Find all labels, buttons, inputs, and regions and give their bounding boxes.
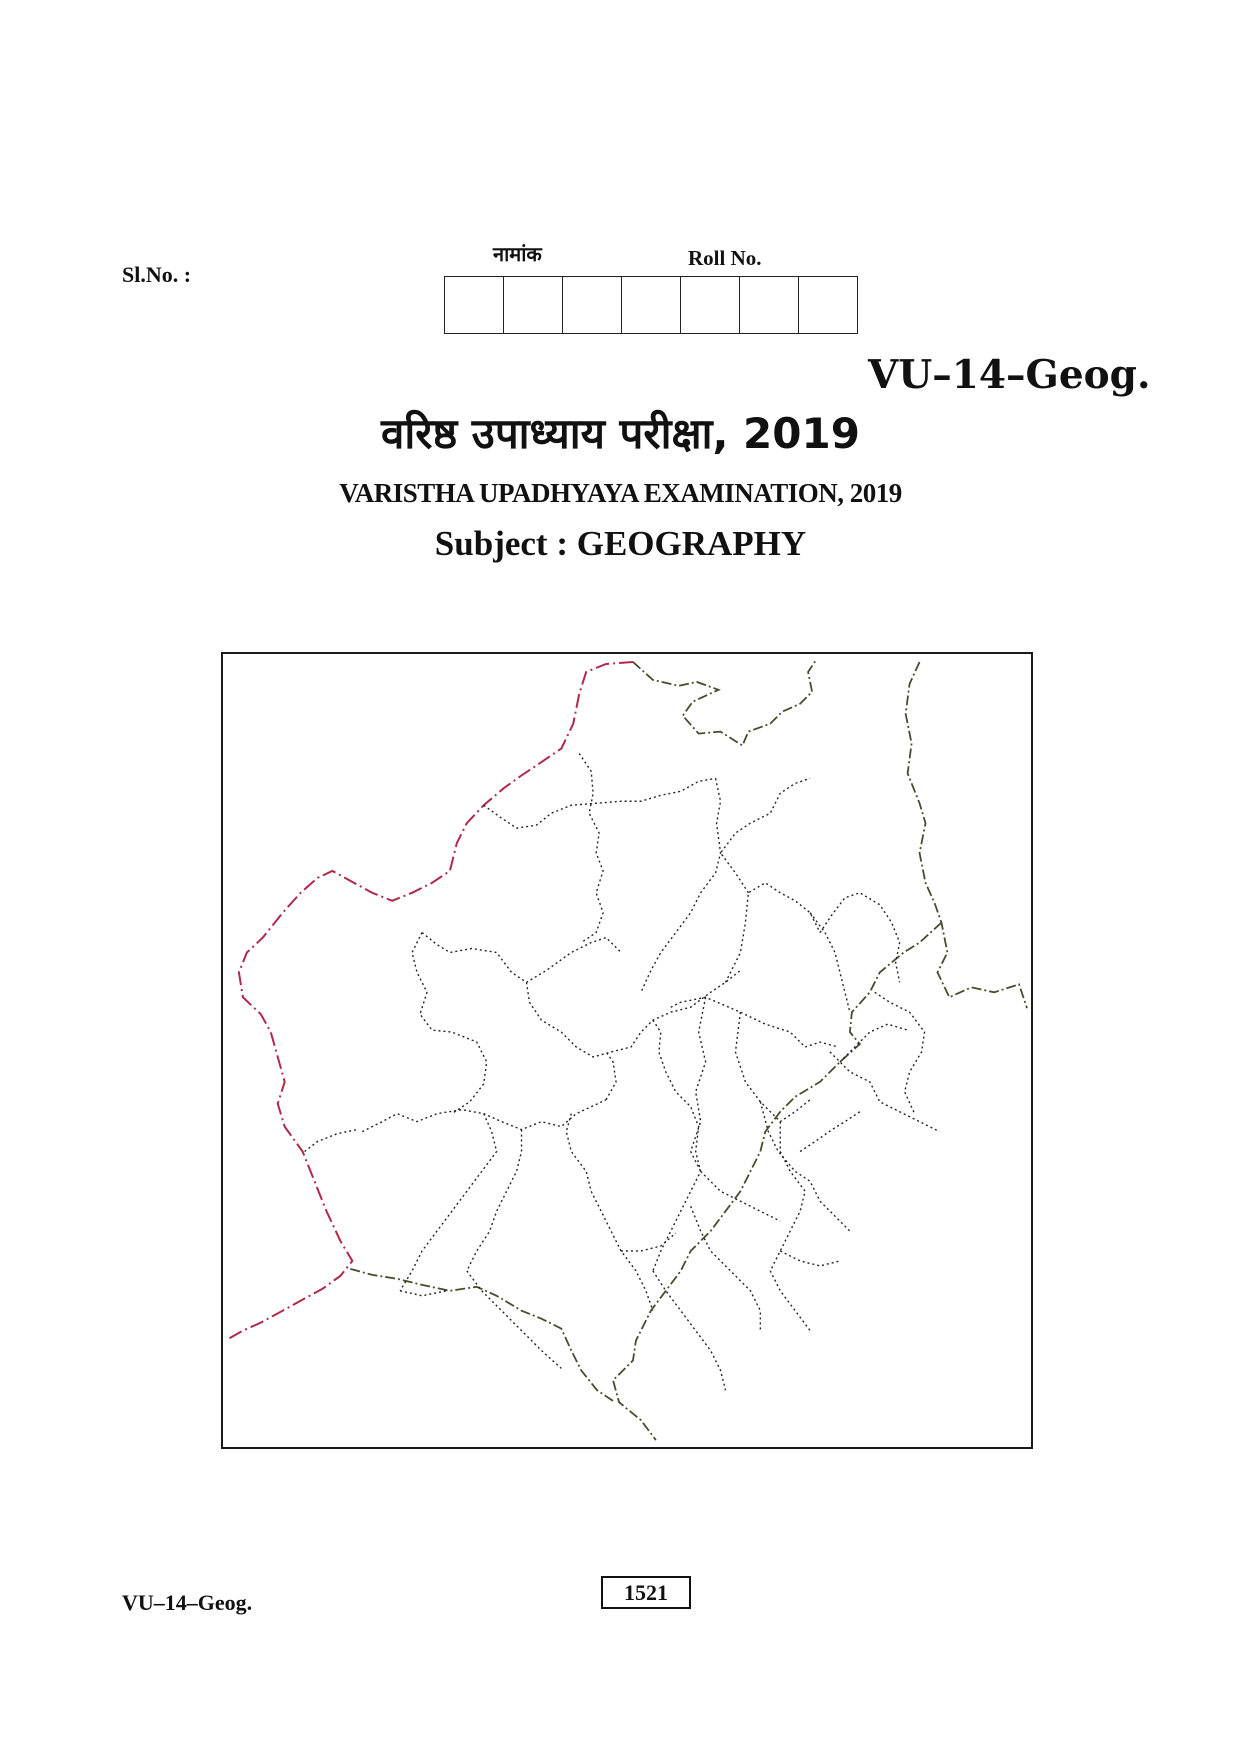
english-title: VARISTHA UPADHYAYA EXAMINATION, 2019 <box>339 478 902 508</box>
serial-number-label: Sl.No. : <box>122 262 192 287</box>
outline-map-frame <box>221 652 1033 1449</box>
footer-paper-code: VU–14–Geog. <box>122 1590 253 1615</box>
roll-number-boxes <box>444 276 858 334</box>
roll-digit-box[interactable] <box>681 277 740 333</box>
international-border <box>229 662 633 1339</box>
namank-label: नामांक <box>493 242 542 266</box>
roll-digit-box[interactable] <box>563 277 622 333</box>
district-borders <box>305 753 940 1390</box>
roll-digit-box[interactable] <box>740 277 799 333</box>
paper-code: VU–14–Geog. <box>868 352 1151 398</box>
roll-digit-box[interactable] <box>622 277 681 333</box>
roll-digit-box[interactable] <box>445 277 504 333</box>
rajasthan-outline-map-icon <box>223 654 1031 1447</box>
roll-digit-box[interactable] <box>504 277 563 333</box>
state-border <box>350 660 1027 1440</box>
roll-number-label: Roll No. <box>688 246 762 270</box>
hindi-title: वरिष्ठ उपाध्याय परीक्षा, 2019 <box>381 409 860 458</box>
page-number-box: 1521 <box>601 1576 691 1609</box>
subject-title: Subject : GEOGRAPHY <box>434 524 807 563</box>
roll-digit-box[interactable] <box>799 277 857 333</box>
